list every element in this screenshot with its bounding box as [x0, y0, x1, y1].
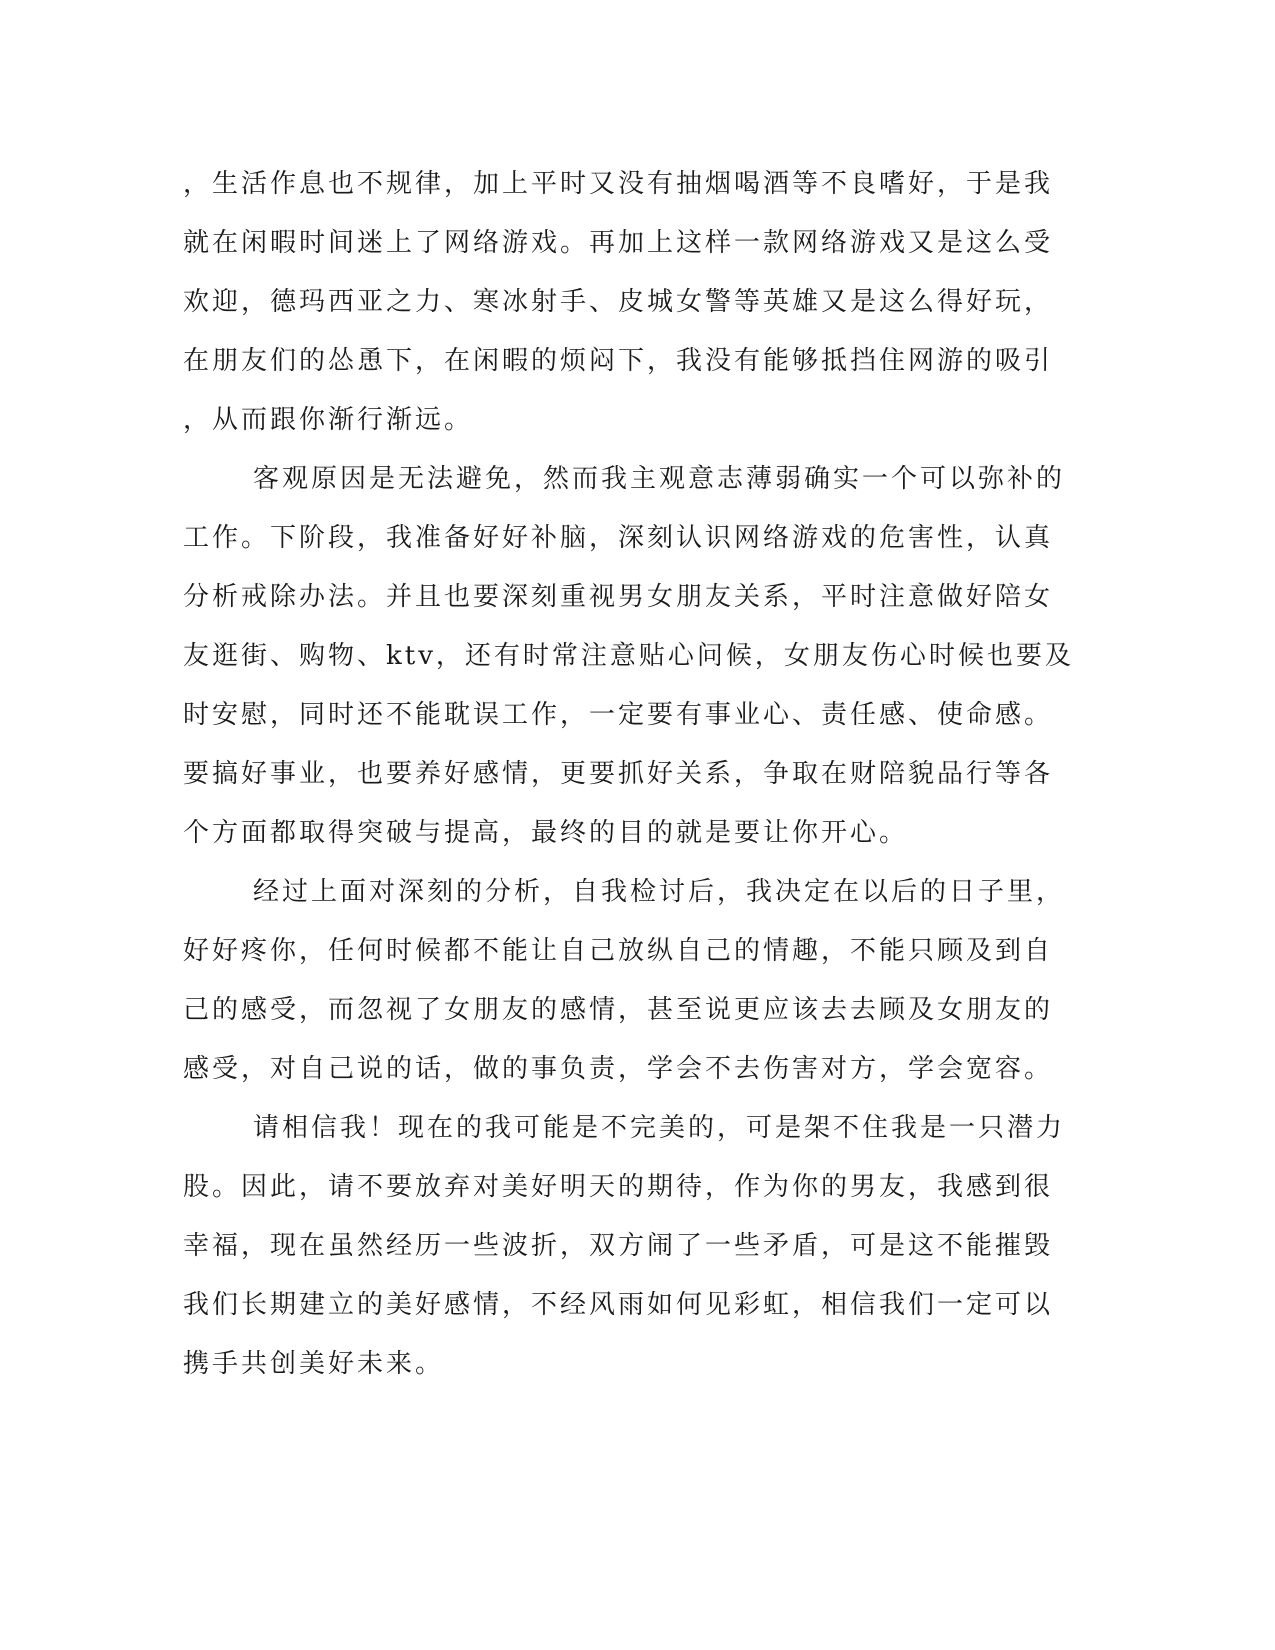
- text-line: 欢迎，德玛西亚之力、寒冰射手、皮城女警等英雄又是这么得好玩，: [183, 287, 1054, 317]
- text-line: 在朋友们的怂恿下，在闲暇的烦闷下，我没有能够抵挡住网游的吸引: [183, 346, 1054, 376]
- text-line: 就在闲暇时间迷上了网络游戏。再加上这样一款网络游戏又是这么受: [183, 228, 1054, 258]
- text-line: 个方面都取得突破与提高，最终的目的就是要让你开心。: [183, 818, 909, 848]
- paragraph-first-line: 经过上面对深刻的分析，自我检讨后，我决定在以后的日子里，: [253, 877, 1066, 907]
- text-line: 我们长期建立的美好感情，不经风雨如何见彩虹，相信我们一定可以: [183, 1290, 1054, 1320]
- text-line: ，从而跟你渐行渐远。: [183, 405, 474, 435]
- text-line: 己的感受，而忽视了女朋友的感情，甚至说更应该去去顾及女朋友的: [183, 995, 1054, 1025]
- body-text: [183, 155, 1074, 1394]
- text-line: 工作。下阶段，我准备好好补脑，深刻认识网络游戏的危害性，认真: [183, 523, 1054, 553]
- paragraph-first-line: 请相信我！现在的我可能是不完美的，可是架不住我是一只潜力: [253, 1113, 1066, 1143]
- text-line: 好好疼你，任何时候都不能让自己放纵自己的情趣，不能只顾及到自: [183, 936, 1054, 966]
- text-line: 友逛街、购物、ktv，还有时常注意贴心问候，女朋友伤心时候也要及: [183, 641, 1074, 671]
- text-line: 分析戒除办法。并且也要深刻重视男女朋友关系，平时注意做好陪女: [183, 582, 1054, 612]
- text-line: 携手共创美好未来。: [183, 1349, 445, 1379]
- text-line: 感受，对自己说的话，做的事负责，学会不去伤害对方，学会宽容。: [183, 1054, 1054, 1084]
- text-line: ，生活作息也不规律，加上平时又没有抽烟喝酒等不良嗜好，于是我: [183, 169, 1054, 199]
- text-line: 股。因此，请不要放弃对美好明天的期待，作为你的男友，我感到很: [183, 1172, 1054, 1202]
- paragraph-first-line: 客观原因是无法避免，然而我主观意志薄弱确实一个可以弥补的: [253, 464, 1066, 494]
- text-line: 时安慰，同时还不能耽误工作，一定要有事业心、责任感、使命感。: [183, 700, 1054, 730]
- text-line: 要搞好事业，也要养好感情，更要抓好关系，争取在财陪貌品行等各: [183, 759, 1054, 789]
- text-line: 幸福，现在虽然经历一些波折，双方闹了一些矛盾，可是这不能摧毁: [183, 1231, 1054, 1261]
